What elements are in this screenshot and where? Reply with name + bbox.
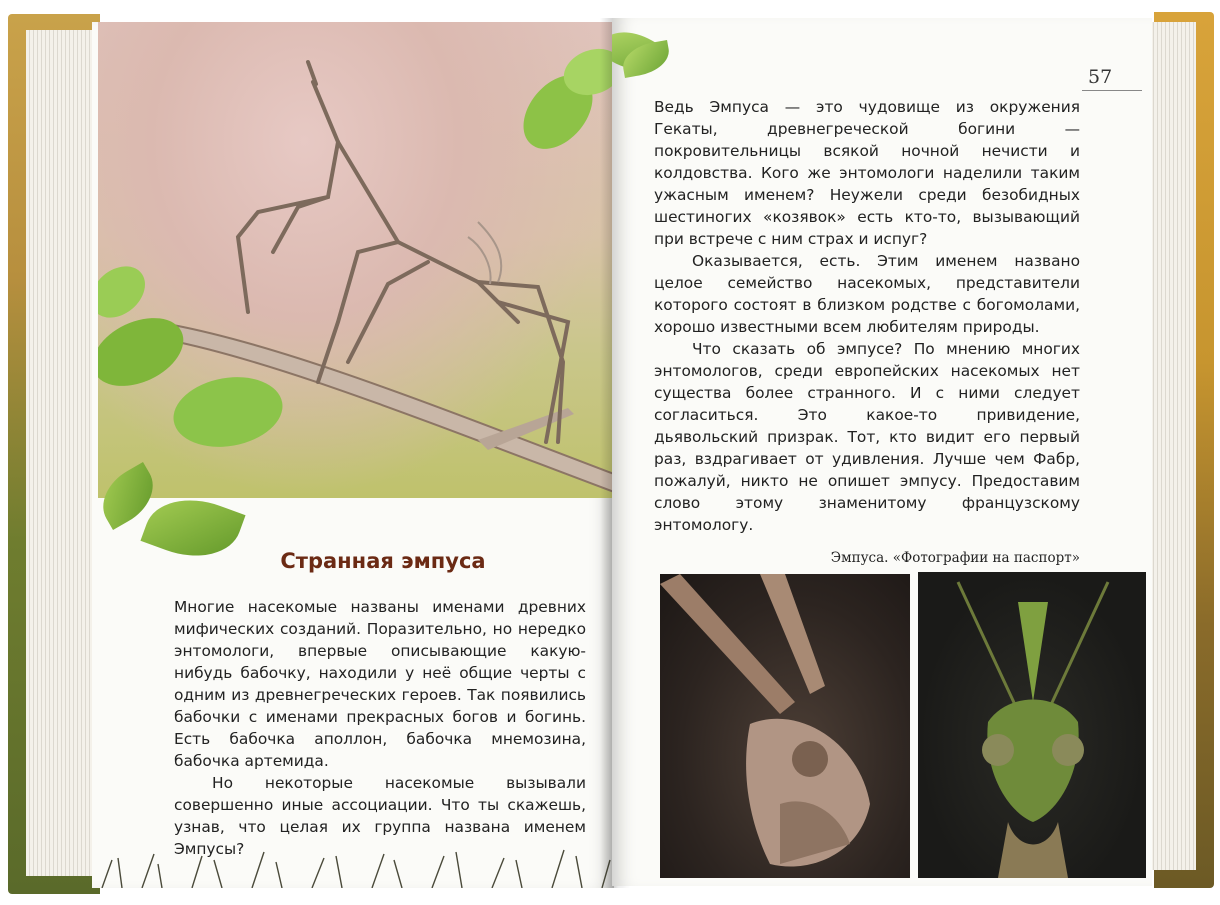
right-page <box>612 18 1152 886</box>
chapter-title: Странная эмпуса <box>280 549 486 573</box>
page-number-rule <box>1082 90 1142 91</box>
left-page-text <box>174 596 586 860</box>
paragraph: Но некоторые насекомые вызывали совершенно иные ассоциации. Что ты скажешь, узнав, что целая их группа названа именем Эмпусы? <box>174 774 586 858</box>
right-page-text <box>654 96 1080 536</box>
paragraph: Многие насекомые названы именами древних мифических созданий. Поразительно, но нередко энтомологи, впервые описывающие какую-нибудь бабочку, находили у неё общие черты с одним из древнегреческих героев. Так появились бабочки с именами прекрасных богов и богинь. Есть бабочка аполлон, бабочка мнемозина, бабочка артемида. <box>174 598 586 770</box>
empusa-front-photo <box>918 572 1146 878</box>
empusa-illustration <box>98 22 614 498</box>
empusa-profile-photo <box>660 574 910 878</box>
photo-caption: Эмпуса. «Фотографии на паспорт» <box>830 550 1080 566</box>
left-page <box>92 22 614 888</box>
paragraph: Оказывается, есть. Этим именем названо целое семейство насекомых, представители которого состоят в близком родстве с богомолами, хорошо известными всем любителям природы. <box>654 252 1080 336</box>
grass-decoration <box>92 830 614 888</box>
empusa-profile-illustration <box>660 574 910 878</box>
paragraph: Что сказать об эмпусе? По мнению многих энтомологов, среди европейских насекомых нет существа более странного. И с ними следует согласиться. Это какое-то привидение, дьявольский призрак. Тот, кто видит его первый раз, вздрагивает от удивления. Лучше чем Фабр, пожалуй, никто не опишет эмпусу. Предоставим слово этому знаменитому французскому энтомологу. <box>654 340 1080 534</box>
page-stack-left <box>26 30 96 876</box>
empusa-front-illustration <box>918 572 1146 878</box>
page-stack-right <box>1146 22 1196 870</box>
empusa-on-branch-photo <box>98 22 614 498</box>
paragraph: Ведь Эмпуса — это чудовище из окружения Гекаты, древнегреческой богини — покровительницы всякой ночной нечисти и колдовства. Кого же энтомологи наделили таким ужасным именем? Неужели среди безобидных шестиногих «козявок» есть кто-то, вызывающий при встрече с ним страх и испуг? <box>654 98 1080 248</box>
page-number: 57 <box>1088 66 1113 88</box>
